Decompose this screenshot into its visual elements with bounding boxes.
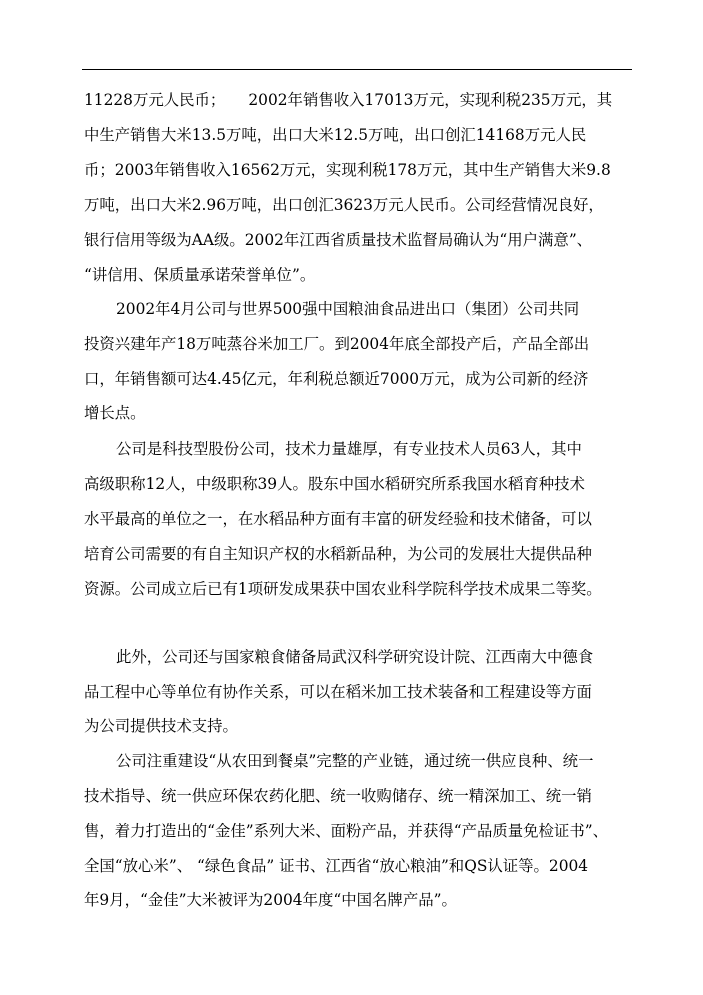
text-line-10: 增长点。 [84, 404, 146, 422]
text-line-5: 银行信用等级为AA级。2002年江西省质量技术监督局确认为“用户满意”、 [84, 231, 593, 249]
paragraph-4-start: 此外，公司还与国家粮食储备局武汉科学研究设计院、江西南大中德食 [116, 648, 594, 666]
paragraph-3-start: 公司是科技型股份公司，技术力量雄厚，有专业技术人员63人，其中 [116, 440, 582, 458]
text-line-1: 11228万元人民币； 2002年销售收入17013万元，实现利税235万元，其 [84, 91, 613, 109]
text-line-18: 为公司提供技术支持。 [84, 717, 238, 735]
text-line-13: 水平最高的单位之一，在水稻品种方面有丰富的研发经验和技术储备，可以 [84, 510, 592, 528]
text-line-22: 全国“放心米”、 “绿色食品” 证书、江西省“放心粮油”和QS认证等。2004 [84, 857, 589, 875]
text-line-2: 中生产销售大米13.5万吨，出口大米12.5万吨，出口创汇14168万元人民 [84, 126, 587, 144]
text-line-17: 品工程中心等单位有协作关系，可以在稻米加工技术装备和工程建设等方面 [84, 683, 592, 701]
text-line-4: 万吨，出口大米2.96万吨，出口创汇3623万元人民币。公司经营情况良好， [84, 196, 604, 214]
text-line-15: 资源。公司成立后已有1项研发成果获中国农业科学院科学技术成果二等奖。 [84, 580, 602, 598]
text-line-23: 年9月，“金佳”大米被评为2004年度“中国名牌产品”。 [84, 891, 457, 909]
text-line-9: 口，年销售额可达4.45亿元，年利税总额近7000万元，成为公司新的经济 [84, 370, 589, 388]
text-line-14: 培育公司需要的有自主知识产权的水稻新品种，为公司的发展壮大提供品种 [84, 545, 592, 563]
text-line-12: 高级职称12人，中级职称39人。股东中国水稻研究所系我国水稻育种技术 [84, 475, 585, 493]
text-line-21: 售，着力打造出的“金佳”系列大米、面粉产品，并获得“产品质量免检证书”、 [84, 822, 608, 840]
text-line-6: “讲信用、保质量承诺荣誉单位”。 [84, 266, 316, 284]
paragraph-2-start: 2002年4月公司与世界500强中国粮油食品进出口（集团）公司共同 [116, 300, 580, 318]
text-line-8: 投资兴建年产18万吨蒸谷米加工厂。到2004年底全部投产后，产品全部出 [84, 335, 590, 353]
header-rule [82, 69, 632, 70]
text-line-20: 技术指导、统一供应环保农药化肥、统一收购储存、统一精深加工、统一销 [84, 787, 592, 805]
paragraph-5-start: 公司注重建设“从农田到餐桌”完整的产业链，通过统一供应良种、统一 [116, 752, 594, 770]
text-line-3: 币；2003年销售收入16562万元，实现利税178万元，其中生产销售大米9.8 [84, 161, 611, 179]
